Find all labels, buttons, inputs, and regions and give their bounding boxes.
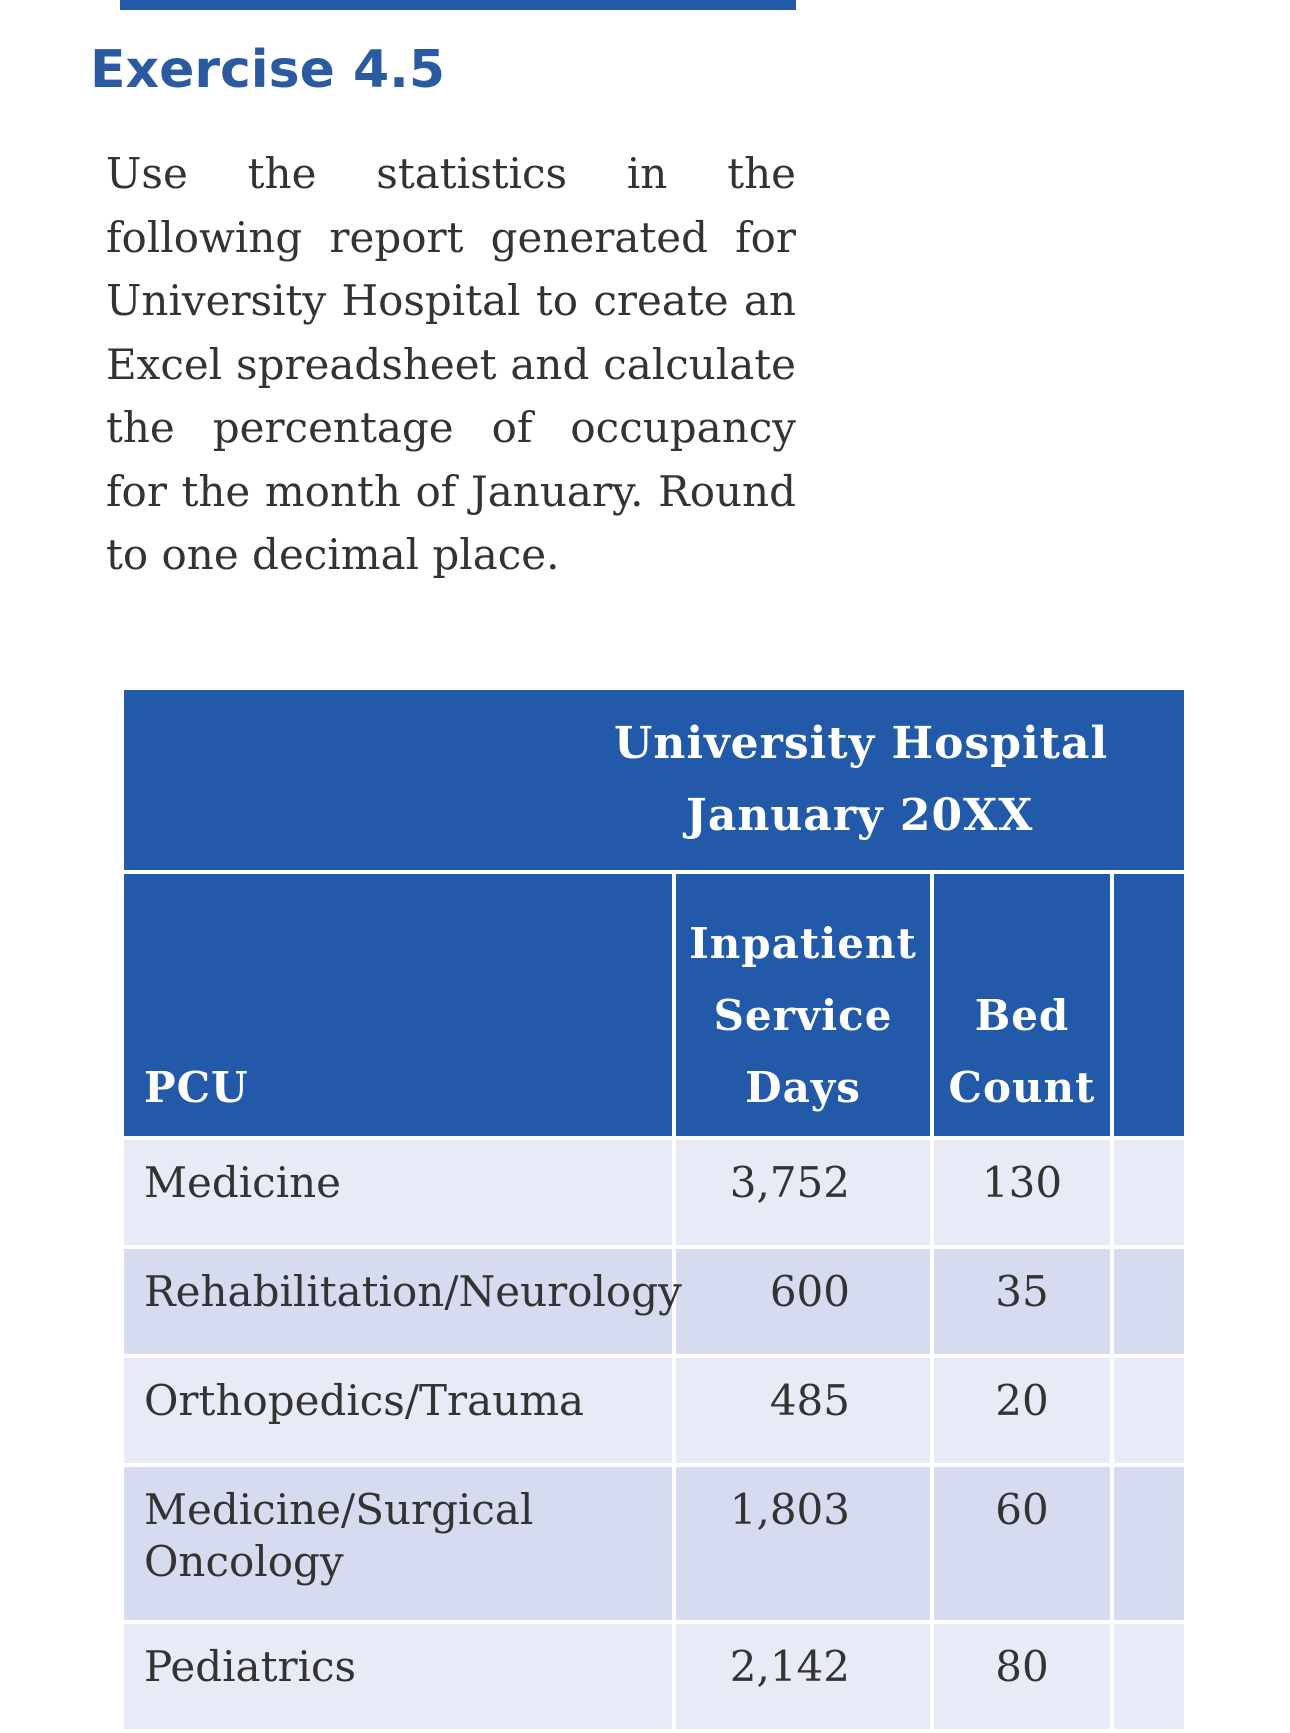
column-header-beds-line2: Count xyxy=(948,1063,1096,1112)
cell-service-days: 3,752 xyxy=(674,1138,932,1247)
table-row xyxy=(122,1622,1186,1731)
top-accent-bar xyxy=(120,0,796,10)
table-header-row xyxy=(122,872,1186,1138)
column-header-days-line2: Service xyxy=(713,991,893,1040)
column-header-days-line1: Inpatient xyxy=(689,919,917,968)
column-header-service-days xyxy=(674,872,932,1138)
caption-month: January 20XX xyxy=(686,790,1034,841)
caption-hospital-name: University Hospital xyxy=(614,718,1109,769)
cell-bed-count: 20 xyxy=(932,1356,1112,1465)
column-header-pcu-label: PCU xyxy=(144,1063,249,1112)
table-row xyxy=(122,1138,1186,1247)
cell-cutoff xyxy=(1112,1622,1186,1731)
cell-cutoff xyxy=(1112,1247,1186,1356)
table-caption-row xyxy=(122,688,1186,872)
cell-pcu: Rehabilitation/Neurology xyxy=(122,1247,674,1356)
column-header-days-line3: Days xyxy=(745,1063,861,1112)
table-caption xyxy=(122,688,1186,872)
column-header-pcu xyxy=(122,872,674,1138)
cell-service-days: 2,142 xyxy=(674,1622,932,1731)
cell-cutoff xyxy=(1112,1138,1186,1247)
column-header-cutoff xyxy=(1112,872,1186,1138)
cell-pcu: Pediatrics xyxy=(122,1622,674,1731)
table-row xyxy=(122,1356,1186,1465)
cell-pcu: Orthopedics/Trauma xyxy=(122,1356,674,1465)
cell-pcu: Medicine xyxy=(122,1138,674,1247)
exercise-title: Exercise 4.5 xyxy=(90,40,446,100)
hospital-table-container xyxy=(120,686,1172,1691)
cell-service-days: 1,803 xyxy=(674,1465,932,1622)
cell-bed-count: 80 xyxy=(932,1622,1112,1731)
table-row xyxy=(122,1247,1186,1356)
column-header-beds-line1: Bed xyxy=(974,991,1070,1040)
table-row xyxy=(122,1465,1186,1622)
cell-cutoff xyxy=(1112,1356,1186,1465)
cell-cutoff xyxy=(1112,1465,1186,1622)
occupancy-table xyxy=(120,686,1188,1733)
cell-bed-count: 60 xyxy=(932,1465,1112,1622)
cell-service-days: 600 xyxy=(674,1247,932,1356)
cell-bed-count: 130 xyxy=(932,1138,1112,1247)
column-header-bed-count xyxy=(932,872,1112,1138)
exercise-heading xyxy=(90,36,800,104)
instructions-text: Use the statistics in the following report generated for University Hospital to create an Excel spreadsheet and calculate the percentage of occupancy for the month of January. Round to one decimal place. xyxy=(106,149,796,579)
cell-bed-count: 35 xyxy=(932,1247,1112,1356)
instructions-block xyxy=(106,142,796,646)
cell-service-days: 485 xyxy=(674,1356,932,1465)
cell-pcu: Medicine/Surgical Oncology xyxy=(122,1465,674,1622)
